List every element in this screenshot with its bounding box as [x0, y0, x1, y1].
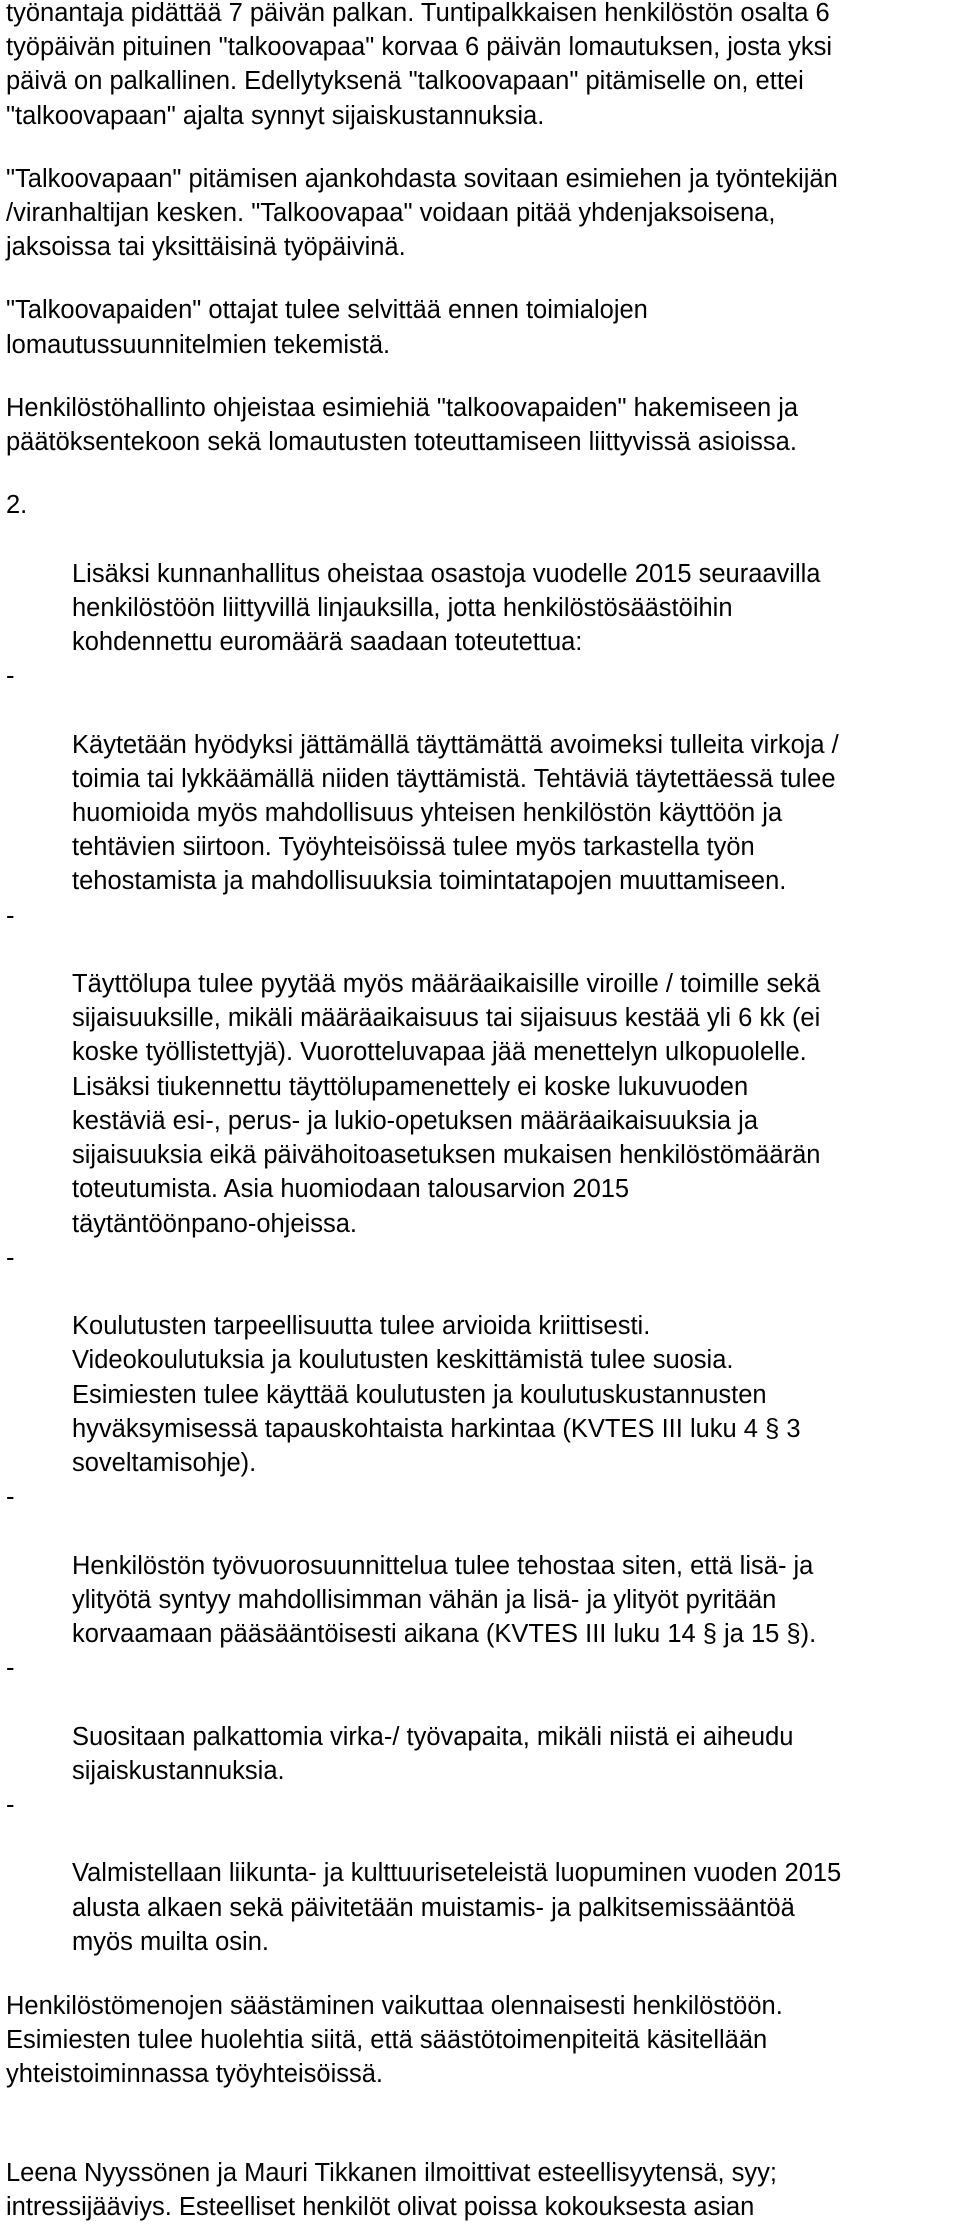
list-item	[6, 1651, 952, 1788]
list-item	[6, 659, 952, 898]
bullet-dash: -	[6, 662, 15, 691]
paragraph-takers: "Talkoovapaiden" ottajat tulee selvittää ennen toimialojen lomautussuunnitelmien tekemistä.	[6, 296, 648, 359]
bullet-dash: -	[6, 1243, 15, 1272]
list-item-text: Täyttölupa tulee pyytää myös määräaikaisille viroille / toimille sekä sijaisuuksille, mikäli määräaikaisuus tai sijaisuus kestää yli 6 kk (ei koske työllistettyjä). Vuorotteluvapaa jää menettelyn ulkopuolelle. Lisäksi tiukennettu täyttölupamenettely ei koske lukuvuoden kestäviä esi-, perus- ja lukio-opetuksen määräaikaisuuksia ja sijaisuuksia eikä päivähoitoasetuksen mukaisen henkilöstömäärän toteutumista. Asia huomiodaan talousarvion 2015 täytäntöönpano-ohjeissa.	[72, 970, 821, 1238]
list-item-text: Valmistellaan liikunta- ja kulttuuriseteleistä luopuminen vuoden 2015 alusta alkaen sekä päivitetään muistamis- ja palkitsemissääntöä myös muilta osin.	[72, 1859, 842, 1956]
document-page	[6, 0, 952, 2224]
list-item	[6, 1480, 952, 1651]
list-item	[6, 1788, 952, 1959]
paragraph-intro: työnantaja pidättää 7 päivän palkan. Tuntipalkkaisen henkilöstön osalta 6 työpäivän pituinen "talkoovapaa" korvaa 6 päivän lomautuksen, josta yksi päivä on palkallinen. Edellytyksenä "talkoovapaan" pitämiselle on, ettei "talkoovapaan" ajalta synnyt sijaiskustannuksia.	[6, 0, 833, 130]
guideline-list	[6, 659, 952, 1959]
list-item-text: Käytetään hyödyksi jättämällä täyttämättä avoimeksi tulleita virkoja / toimia tai lykkäämällä niiden täyttämistä. Tehtäviä täytettäessä tulee huomioida myös mahdollisuus yhteisen henkilöstön käyttöön ja tehtävien siirtoon. Työyhteisöissä tulee myös tarkastella työn tehostamista ja mahdollisuuksia toimintatapojen muuttamiseen.	[72, 730, 839, 896]
item-number: 2.	[6, 491, 28, 520]
list-item-text: Henkilöstön työvuorosuunnittelua tulee tehostaa siten, että lisä- ja ylityötä syntyy mahdollisimman vähän ja lisä- ja ylityöt pyritään korvaamaan pääsääntöisesti aikana (KVTES III luku 14 § ja 15 §).	[72, 1551, 817, 1648]
bullet-dash: -	[6, 901, 15, 930]
list-item-text: Koulutusten tarpeellisuutta tulee arvioida kriittisesti. Videokoulutuksia ja koulutusten keskittämistä tulee suosia. Esimiesten tulee käyttää koulutusten ja koulutuskustannusten hyväksymisessä tapauskohtaista harkintaa (KVTES III luku 4 § 3 soveltamisohje).	[72, 1312, 801, 1477]
bullet-dash: -	[6, 1483, 15, 1512]
paragraph-disqualification: Leena Nyyssönen ja Mauri Tikkanen ilmoittivat esteellisyytensä, syy; intressijääviys. Esteelliset henkilöt olivat poissa kokouksesta asian	[6, 2158, 778, 2221]
paragraph-timing: "Talkoovapaan" pitämisen ajankohdasta sovitaan esimiehen ja työntekijän /viranhaltijan kesken. "Talkoovapaa" voidaan pitää yhdenjaksoisena, jaksoissa tai yksittäisinä työpäivinä.	[6, 164, 838, 262]
numbered-item-2	[6, 488, 952, 659]
item-text: Lisäksi kunnanhallitus oheistaa osastoja vuodelle 2015 seuraavilla henkilöstöön liittyvillä linjauksilla, jotta henkilöstösäästöihin kohdennettu euromäärä saadaan toteutettua:	[72, 559, 821, 657]
bullet-dash: -	[6, 1654, 15, 1683]
list-item-text: Suositaan palkattomia virka-/ työvapaita, mikäli niistä ei aiheudu sijaiskustannuksia.	[72, 1722, 794, 1785]
paragraph-hr-guidance: Henkilöstöhallinto ohjeistaa esimiehiä "talkoovapaiden" hakemiseen ja päätöksentekoon sekä lomautusten toteuttamiseen liittyvissä asioissa.	[6, 393, 799, 457]
list-item	[6, 899, 952, 1241]
paragraph-savings: Henkilöstömenojen säästäminen vaikuttaa olennaisesti henkilöstöön. Esimiesten tulee huolehtia siitä, että säästötoimenpiteitä käsitellään yhteistoiminnassa työyhteisöissä.	[6, 1991, 783, 2089]
list-item	[6, 1241, 952, 1480]
bullet-dash: -	[6, 1790, 15, 1819]
